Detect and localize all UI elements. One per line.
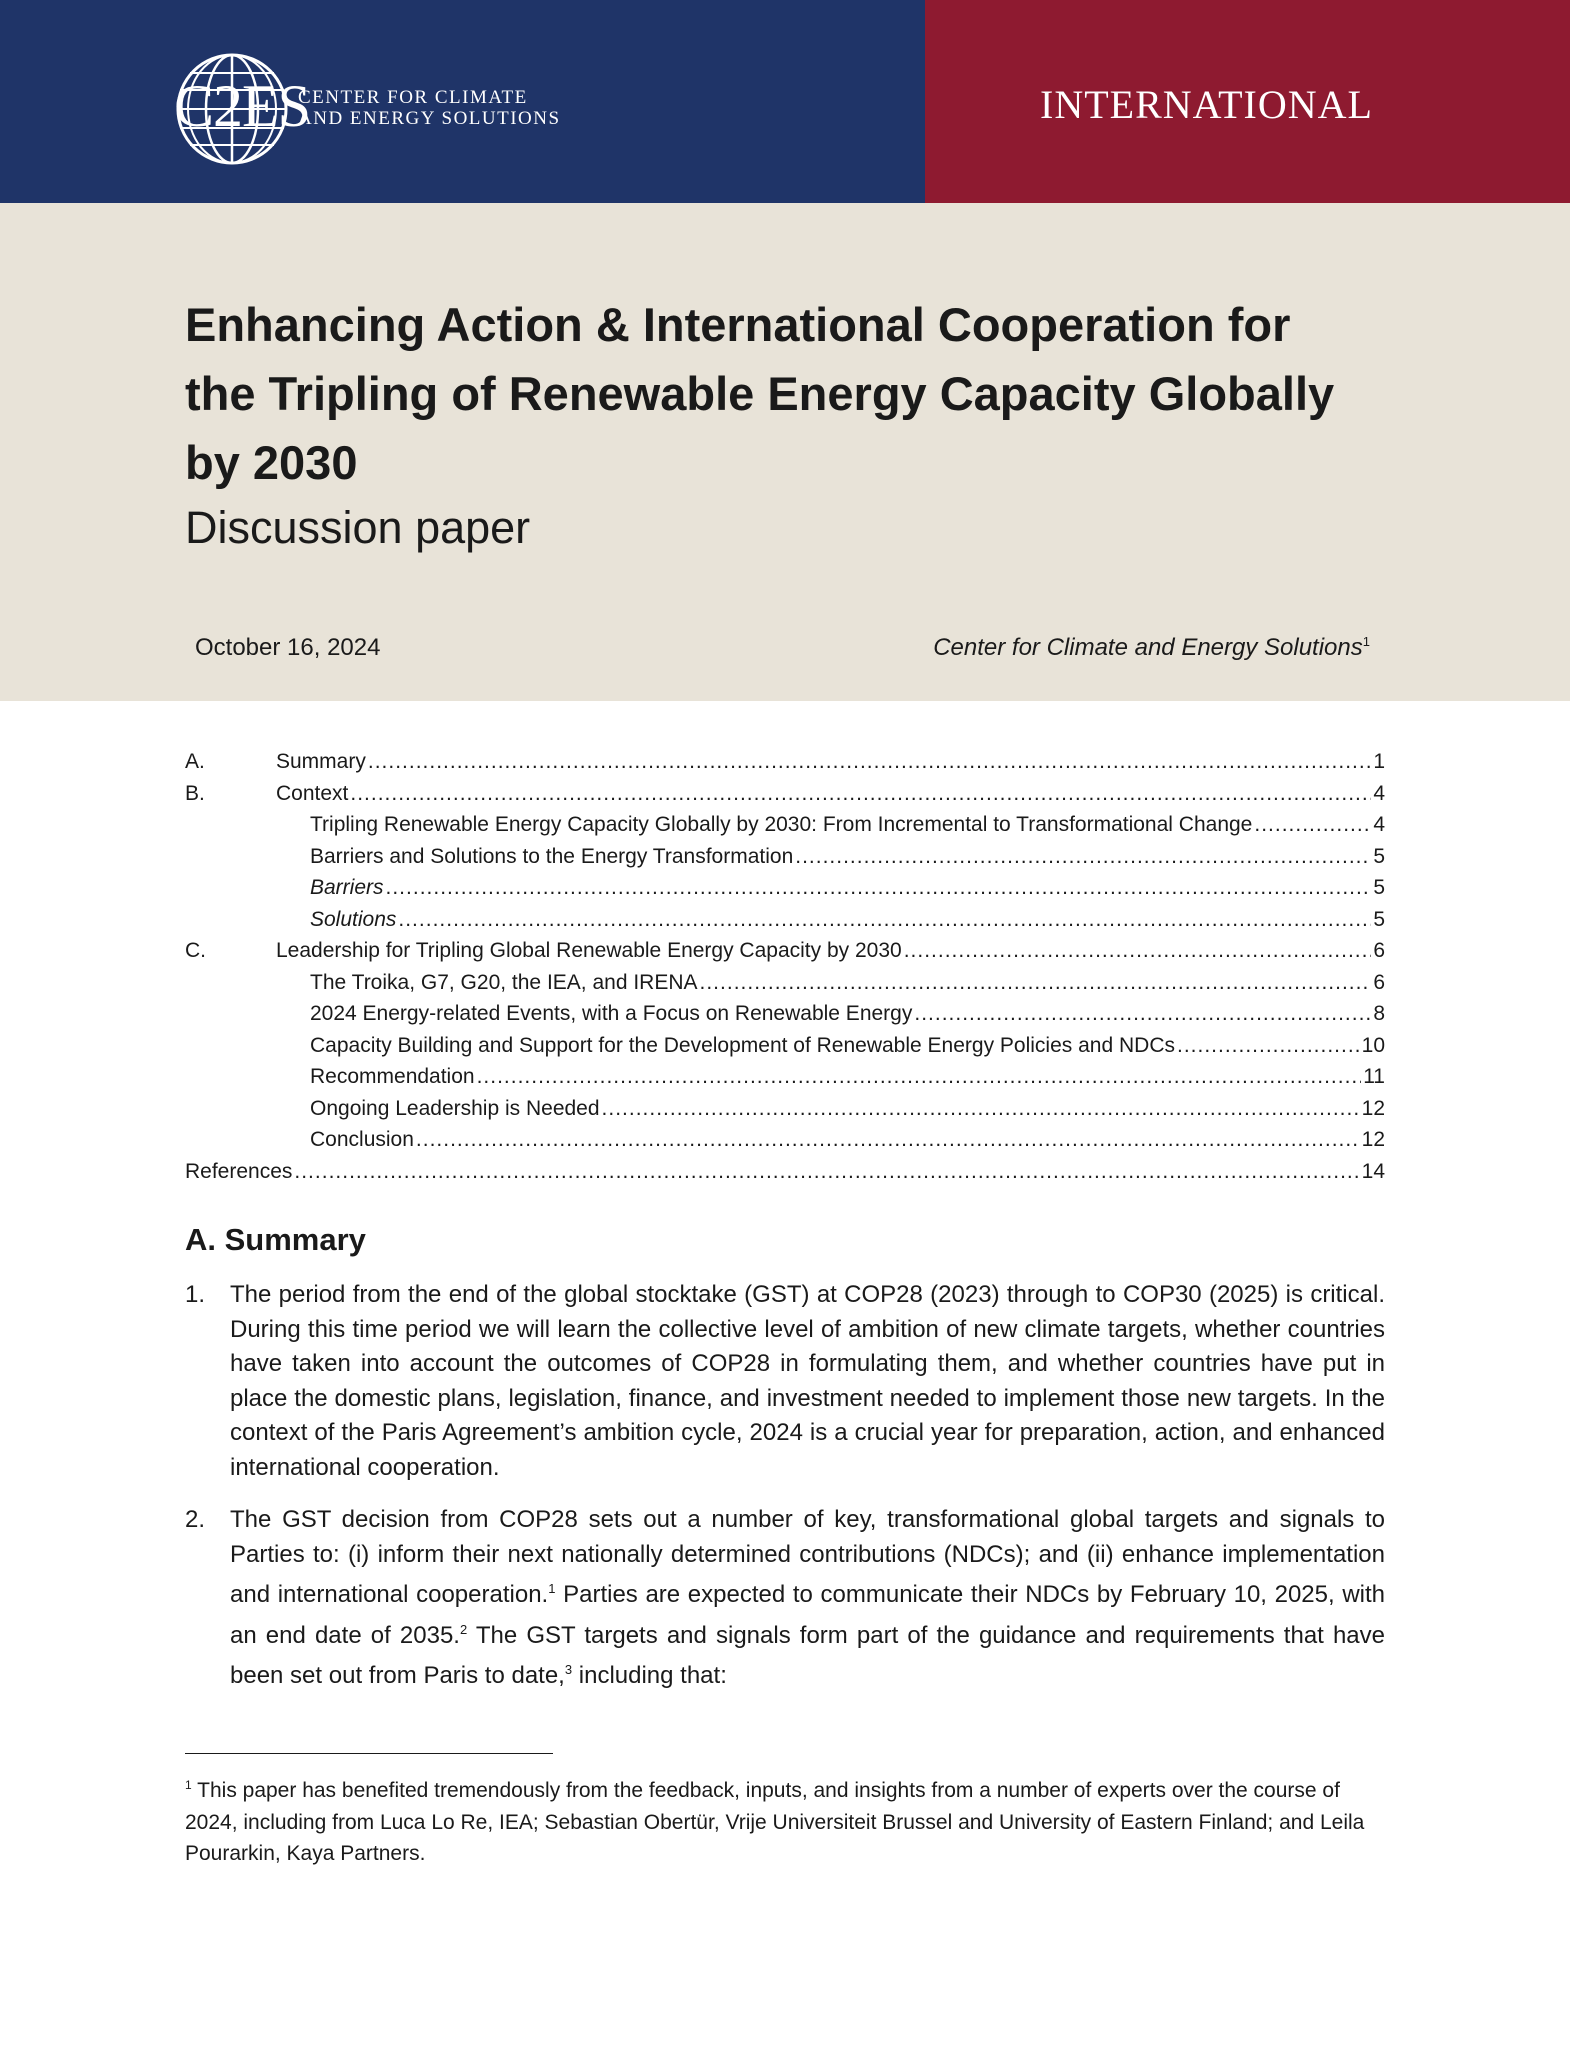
- toc-title[interactable]: Recommendation: [310, 1061, 477, 1093]
- toc-entry[interactable]: [185, 778, 1385, 810]
- logo-line-1: CENTER FOR CLIMATE: [298, 87, 528, 108]
- toc-letter: C.: [185, 939, 206, 962]
- toc-entry[interactable]: [185, 746, 1385, 778]
- footnote-marker[interactable]: 2: [459, 1621, 468, 1637]
- toc-page-number: 10: [1360, 1030, 1385, 1062]
- toc-entry-line[interactable]: [310, 1093, 1385, 1125]
- section-heading-summary: A. Summary: [185, 1222, 366, 1257]
- toc-title[interactable]: Summary: [276, 746, 368, 778]
- toc-leader-dots: [477, 1061, 1362, 1093]
- toc-entry[interactable]: [185, 809, 1385, 841]
- toc-page-number: 6: [1371, 935, 1385, 967]
- toc-title[interactable]: Solutions: [310, 904, 398, 936]
- toc-entry-line[interactable]: [310, 872, 1385, 904]
- toc-title[interactable]: Barriers: [310, 872, 386, 904]
- toc-letter: A.: [185, 750, 205, 773]
- toc-page-number: 11: [1361, 1061, 1385, 1093]
- toc-entry-line[interactable]: [310, 841, 1385, 873]
- toc-letter: B.: [185, 781, 205, 805]
- paragraph-text-part: The GST decision from COP28 sets out a number of key, transformational global targets and signals to Parties to: (i) inform their next nationally determined contributions (NDCs); and (ii) enhance implementation and international cooperation.: [230, 1506, 1385, 1608]
- toc-page-number: 12: [1360, 1093, 1385, 1125]
- toc-title[interactable]: Leadership for Tripling Global Renewable Energy Capacity by 2030: [276, 935, 904, 967]
- toc-entry[interactable]: [185, 1030, 1385, 1062]
- toc-entry[interactable]: [185, 841, 1385, 873]
- toc-entry-line[interactable]: [310, 1030, 1385, 1062]
- title-line: Enhancing Action & International Cooperation for: [185, 298, 1291, 351]
- logo-line-2: AND ENERGY SOLUTIONS: [298, 108, 561, 129]
- toc-entry[interactable]: [185, 1156, 1385, 1188]
- toc-leader-dots: [350, 778, 1371, 810]
- toc-entry[interactable]: [185, 1093, 1385, 1125]
- paragraph-text: [230, 1503, 1385, 1694]
- toc-leader-dots: [1177, 1030, 1360, 1062]
- footnote-text: This paper has benefited tremendously from the feedback, inputs, and insights from a number of experts over the course of 2024, including from Luca Lo Re, IEA; Sebastian Obertür, Vrije Universiteit Brussel and University of Eastern Finland; and Leila Pourarkin, Kaya Partners.: [185, 1779, 1365, 1865]
- toc-entry-line[interactable]: [185, 1156, 1385, 1188]
- toc-title[interactable]: 2024 Energy-related Events, with a Focus on Renewable Energy: [310, 998, 914, 1030]
- footnote-marker[interactable]: 3: [564, 1662, 573, 1677]
- toc-title[interactable]: Barriers and Solutions to the Energy Transformation: [310, 841, 795, 873]
- toc-entry[interactable]: [185, 904, 1385, 936]
- author-line: [933, 634, 1370, 662]
- table-of-contents: [185, 746, 1385, 1187]
- logo-wordmark: C2ES: [174, 73, 311, 139]
- footnote-number: 1: [185, 1778, 192, 1792]
- logo-organization-name: [298, 87, 561, 129]
- toc-leader-dots: [795, 841, 1371, 873]
- title-line: the Tripling of Renewable Energy Capacity Globally: [185, 367, 1335, 420]
- toc-page-number: 5: [1371, 841, 1385, 873]
- toc-leader-dots: [368, 746, 1371, 778]
- paragraph-number: 2.: [185, 1506, 206, 1533]
- toc-leader-dots: [294, 1156, 1359, 1188]
- footnote-divider: [185, 1753, 553, 1754]
- toc-page-number: 1: [1371, 746, 1385, 778]
- title-line: by 2030: [185, 436, 358, 489]
- toc-entry[interactable]: [185, 1061, 1385, 1093]
- toc-entry-line[interactable]: [310, 1124, 1385, 1156]
- toc-entry-line[interactable]: [310, 904, 1385, 936]
- toc-leader-dots: [914, 998, 1371, 1030]
- author-name: Center for Climate and Energy Solutions: [933, 634, 1363, 661]
- toc-entry-line[interactable]: [276, 746, 1385, 778]
- toc-entry-line[interactable]: [310, 998, 1385, 1030]
- toc-entry[interactable]: [185, 998, 1385, 1030]
- toc-entry[interactable]: [185, 935, 1385, 967]
- paragraph-text-part: Parties are expected to communicate their NDCs by February 10, 2025, with an end date of 2035.: [230, 1581, 1386, 1649]
- toc-entry[interactable]: [185, 967, 1385, 999]
- toc-entry[interactable]: [185, 1124, 1385, 1156]
- toc-page-number: 6: [1371, 967, 1385, 999]
- toc-entry[interactable]: [185, 872, 1385, 904]
- toc-page-number: 5: [1371, 904, 1385, 936]
- toc-leader-dots: [386, 872, 1372, 904]
- toc-leader-dots: [602, 1093, 1360, 1125]
- paragraph-text-part: including that:: [572, 1662, 727, 1689]
- toc-title[interactable]: Capacity Building and Support for the Development of Renewable Energy Policies and NDCs: [310, 1030, 1177, 1062]
- paragraph-2: [185, 1503, 1385, 1694]
- document-subtitle: Discussion paper: [185, 502, 531, 553]
- toc-leader-dots: [904, 935, 1372, 967]
- toc-title[interactable]: Context: [276, 778, 350, 810]
- toc-page-number: 4: [1371, 809, 1385, 841]
- toc-entry-line[interactable]: [310, 967, 1385, 999]
- document-title: [185, 290, 1405, 497]
- paragraph-1: [185, 1278, 1385, 1485]
- toc-leader-dots: [1254, 809, 1371, 841]
- toc-title[interactable]: Tripling Renewable Energy Capacity Globally by 2030: From Incremental to Transformational Change: [310, 809, 1254, 841]
- toc-title[interactable]: References: [185, 1156, 294, 1188]
- header-navy-panel: [0, 0, 925, 203]
- toc-entry-line[interactable]: [310, 1061, 1385, 1093]
- paragraph-text: The period from the end of the global stocktake (GST) at COP28 (2023) through to COP30 (2025) is critical. During this time period we will learn the collective level of ambition of new climate targets, whether countries have taken into account the outcomes of COP28 in formulating them, and whether countries have put in place the domestic plans, legislation, finance, and investment needed to implement those new targets. In the context of the Paris Agreement’s ambition cycle, 2024 is a crucial year for preparation, action, and enhanced international cooperation.: [230, 1281, 1385, 1481]
- toc-page-number: 4: [1371, 778, 1385, 810]
- paragraph-number: 1.: [185, 1281, 206, 1308]
- footnote-marker[interactable]: 1: [548, 1581, 556, 1596]
- paragraph-text-part: The GST targets and signals form part of the guidance and requirements that have been set out from Paris to date,: [230, 1621, 1385, 1689]
- publication-date: October 16, 2024: [195, 634, 381, 661]
- section-label: INTERNATIONAL: [1040, 82, 1373, 127]
- footnote-1: [185, 1770, 1385, 1870]
- toc-title[interactable]: Ongoing Leadership is Needed: [310, 1093, 602, 1125]
- toc-page-number: 5: [1371, 872, 1385, 904]
- toc-page-number: 12: [1360, 1124, 1385, 1156]
- toc-title[interactable]: The Troika, G7, G20, the IEA, and IRENA: [310, 967, 700, 999]
- toc-leader-dots: [416, 1124, 1360, 1156]
- toc-entry-line[interactable]: [276, 778, 1385, 810]
- toc-entry-line[interactable]: [276, 935, 1385, 967]
- toc-title[interactable]: Conclusion: [310, 1124, 416, 1156]
- page-header: [0, 0, 1570, 203]
- toc-leader-dots: [700, 967, 1372, 999]
- toc-leader-dots: [398, 904, 1371, 936]
- toc-page-number: 8: [1371, 998, 1385, 1030]
- toc-page-number: 14: [1360, 1156, 1385, 1188]
- toc-entry-line[interactable]: [310, 809, 1385, 841]
- footnote-marker[interactable]: 1: [1362, 634, 1370, 649]
